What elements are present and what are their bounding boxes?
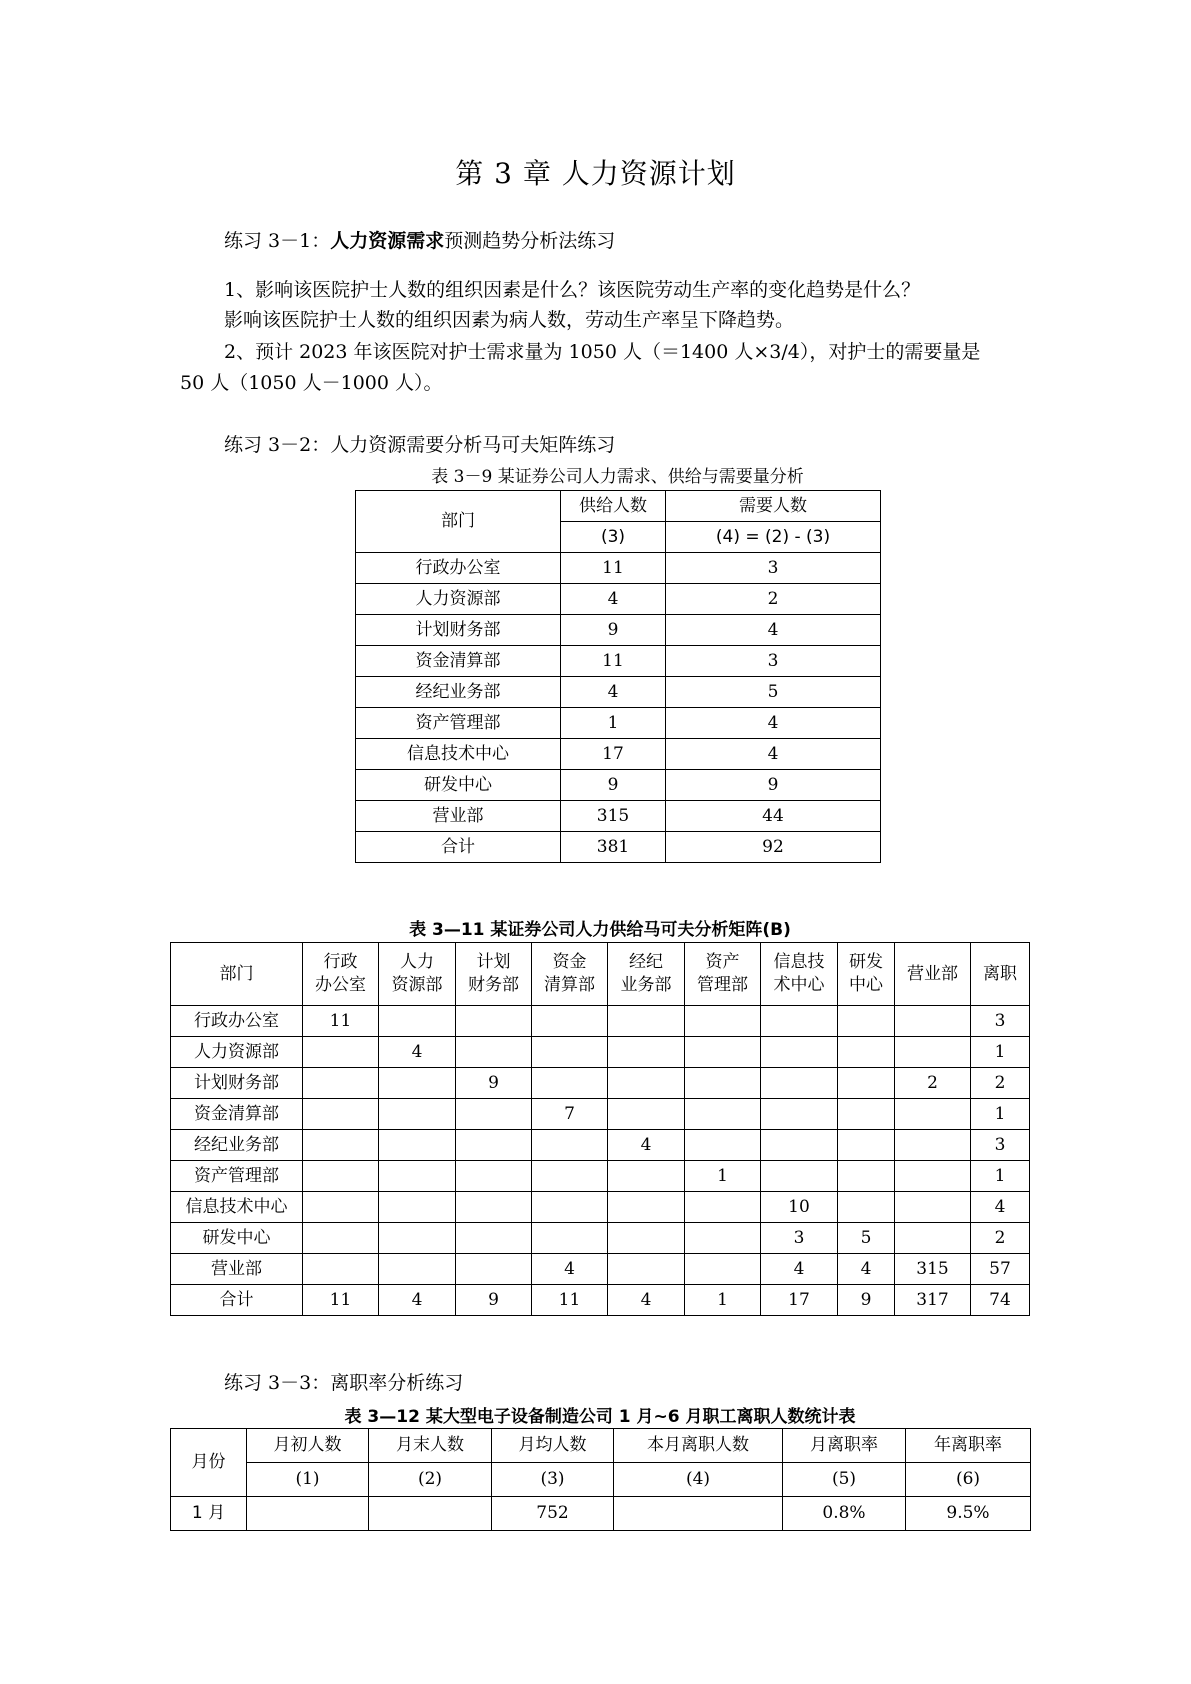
matrix-cell [895,1099,971,1130]
supply-cell: 4 [561,584,666,615]
matrix-cell [608,1161,685,1192]
need-cell: 9 [666,770,881,801]
header-cell: 月均人数 [492,1429,614,1463]
header-cell [379,943,456,1006]
header-line-2: 中心 [849,975,883,995]
table-row [171,1099,1030,1130]
matrix-cell [685,1130,761,1161]
table-row [356,832,881,863]
header-month: 月份 [171,1429,247,1497]
supply-cell: 381 [561,832,666,863]
matrix-cell [379,1254,456,1285]
header-cell [895,943,971,1006]
table-row [171,1254,1030,1285]
need-cell: 4 [666,615,881,646]
matrix-cell [761,1161,838,1192]
matrix-cell [838,1130,895,1161]
header-line-1: 资金 [552,952,587,973]
matrix-cell: 11 [303,1006,379,1037]
dept-cell: 信息技术中心 [171,1192,303,1223]
matrix-cell [895,1037,971,1068]
dept-cell: 资产管理部 [171,1161,303,1192]
matrix-cell: 9 [456,1068,532,1099]
matrix-cell: 1 [971,1037,1030,1068]
exercise-3-heading: 练习 3－3：离职率分析练习 [224,1372,464,1394]
table-row [171,1161,1030,1192]
header-supply: 供给人数 [561,491,666,522]
table-row [356,553,881,584]
matrix-cell [761,1099,838,1130]
supply-cell: 11 [561,646,666,677]
header-line-1: 离职 [983,963,1017,984]
dept-cell: 资金清算部 [171,1099,303,1130]
matrix-cell [838,1037,895,1068]
matrix-cell: 10 [761,1192,838,1223]
matrix-cell: 4 [971,1192,1030,1223]
table-row [356,677,881,708]
exercise-2-heading: 练习 3－2：人力资源需要分析马可夫矩阵练习 [224,434,616,456]
question-2-line-2: 50 人（1050 人－1000 人）。 [180,372,443,394]
matrix-cell: 74 [971,1285,1030,1316]
matrix-cell [303,1130,379,1161]
header-need-sub: (4) = (2) - (3) [666,522,881,553]
header-line-1: 人力 [400,952,434,973]
matrix-cell [303,1223,379,1254]
table-row [356,584,881,615]
matrix-cell [608,1068,685,1099]
dept-cell: 研发中心 [171,1223,303,1254]
header-cell: 年离职率 [906,1429,1031,1463]
table-row [171,1068,1030,1099]
matrix-cell: 4 [379,1285,456,1316]
matrix-cell [895,1130,971,1161]
dept-cell: 资产管理部 [356,708,561,739]
matrix-cell [532,1223,608,1254]
matrix-cell [685,1254,761,1285]
table-header-row [171,1429,1031,1463]
matrix-cell [456,1037,532,1068]
matrix-cell [532,1037,608,1068]
matrix-cell: 1 [685,1285,761,1316]
month-cell: 1 月 [171,1497,247,1531]
question-2-line-1: 2、预计 2023 年该医院对护士需求量为 1050 人（＝1400 人×3/4），对护士的需要量是 [224,341,981,363]
header-line-2: 资源部 [391,975,443,995]
table-row [356,708,881,739]
matrix-cell: 5 [838,1223,895,1254]
table-row [356,770,881,801]
header-line-1: 部门 [219,963,254,984]
header-cell [761,943,838,1006]
header-supply-sub: (3) [561,522,666,553]
header-cell [532,943,608,1006]
dept-cell: 营业部 [356,801,561,832]
matrix-cell [761,1037,838,1068]
header-cell [456,943,532,1006]
dept-cell: 合计 [171,1285,303,1316]
dept-cell: 研发中心 [356,770,561,801]
header-cell: 月末人数 [369,1429,492,1463]
subheader-cell: (3) [492,1463,614,1497]
dept-cell: 计划财务部 [356,615,561,646]
header-line-1: 营业部 [907,963,958,984]
header-cell: 本月离职人数 [614,1429,783,1463]
header-line-1: 行政 [323,952,358,973]
need-cell: 3 [666,646,881,677]
matrix-cell: 17 [761,1285,838,1316]
dept-cell: 经纪业务部 [171,1130,303,1161]
table-row [171,1285,1030,1316]
matrix-cell: 57 [971,1254,1030,1285]
matrix-cell: 1 [971,1099,1030,1130]
matrix-cell [456,1192,532,1223]
matrix-cell [761,1068,838,1099]
exercise-1-heading [224,226,615,253]
matrix-cell: 2 [971,1223,1030,1254]
value-cell: 752 [492,1497,614,1531]
matrix-cell: 11 [303,1285,379,1316]
header-dept: 部门 [356,491,561,553]
need-cell: 44 [666,801,881,832]
table-3-9 [355,490,881,863]
header-line-1: 信息技 [773,952,825,973]
supply-cell: 11 [561,553,666,584]
matrix-cell [303,1192,379,1223]
matrix-cell [685,1099,761,1130]
matrix-cell: 9 [456,1285,532,1316]
matrix-cell [608,1099,685,1130]
matrix-cell [532,1192,608,1223]
supply-cell: 315 [561,801,666,832]
matrix-cell: 4 [761,1254,838,1285]
matrix-cell [532,1068,608,1099]
matrix-cell: 4 [838,1254,895,1285]
table-3-9-caption: 表 3－9 某证券公司人力需求、供给与需要量分析 [431,467,804,487]
matrix-cell [685,1192,761,1223]
dept-cell: 人力资源部 [356,584,561,615]
supply-cell: 17 [561,739,666,770]
matrix-cell [379,1223,456,1254]
header-cell [608,943,685,1006]
matrix-cell [838,1006,895,1037]
matrix-cell [303,1099,379,1130]
matrix-cell [532,1161,608,1192]
header-line-1: 研发 [849,952,883,973]
matrix-cell [456,1130,532,1161]
subheader-cell: (5) [783,1463,906,1497]
header-line-1: 经纪 [629,952,663,973]
matrix-cell [379,1192,456,1223]
table-3-11-caption: 表 3—11 某证券公司人力供给马可夫分析矩阵(B) [409,920,791,940]
need-cell: 4 [666,708,881,739]
dept-cell: 资金清算部 [356,646,561,677]
matrix-cell: 4 [379,1037,456,1068]
matrix-cell: 7 [532,1099,608,1130]
dept-cell: 计划财务部 [171,1068,303,1099]
matrix-cell [303,1161,379,1192]
chapter-title: 第 3 章 人力资源计划 [455,157,736,190]
header-cell: 月离职率 [783,1429,906,1463]
header-cell [838,943,895,1006]
header-line-2: 业务部 [620,975,672,995]
dept-cell: 营业部 [171,1254,303,1285]
header-cell [685,943,761,1006]
matrix-cell [838,1099,895,1130]
matrix-cell [303,1037,379,1068]
table-3-11 [170,942,1030,1316]
table-3-12 [170,1428,1031,1531]
matrix-cell [379,1068,456,1099]
subheader-cell: (4) [614,1463,783,1497]
table-row [356,739,881,770]
table-row [356,801,881,832]
table-header-row [171,943,1030,1006]
matrix-cell [685,1223,761,1254]
matrix-cell: 3 [761,1223,838,1254]
table-subheader-row [171,1463,1031,1497]
header-cell: 月初人数 [247,1429,369,1463]
matrix-cell: 315 [895,1254,971,1285]
need-cell: 2 [666,584,881,615]
table-3-12-caption: 表 3—12 某大型电子设备制造公司 1 月~6 月职工离职人数统计表 [344,1407,856,1427]
value-cell [247,1497,369,1531]
table-row [356,615,881,646]
value-cell: 0.8% [783,1497,906,1531]
subheader-cell: (1) [247,1463,369,1497]
need-cell: 3 [666,553,881,584]
table-row [171,1037,1030,1068]
supply-cell: 4 [561,677,666,708]
subheader-cell: (6) [906,1463,1031,1497]
matrix-cell [379,1006,456,1037]
header-line-1: 资产 [705,952,740,973]
value-cell: 9.5% [906,1497,1031,1531]
matrix-cell [895,1006,971,1037]
matrix-cell: 2 [971,1068,1030,1099]
matrix-cell: 1 [685,1161,761,1192]
dept-cell: 经纪业务部 [356,677,561,708]
matrix-cell [685,1037,761,1068]
matrix-cell: 9 [838,1285,895,1316]
matrix-cell: 4 [608,1285,685,1316]
matrix-cell: 4 [608,1130,685,1161]
header-cell [171,943,303,1006]
exercise-1-prefix: 练习 3－1： [224,230,331,252]
matrix-cell [456,1099,532,1130]
matrix-cell [761,1130,838,1161]
value-cell [369,1497,492,1531]
matrix-cell [685,1006,761,1037]
header-cell [303,943,379,1006]
matrix-cell [838,1068,895,1099]
header-line-2: 管理部 [697,975,748,995]
supply-cell: 1 [561,708,666,739]
matrix-cell [456,1006,532,1037]
matrix-cell: 1 [971,1161,1030,1192]
matrix-cell: 317 [895,1285,971,1316]
table-row [171,1130,1030,1161]
matrix-cell: 11 [532,1285,608,1316]
matrix-cell [685,1068,761,1099]
dept-cell: 信息技术中心 [356,739,561,770]
table-row [171,1223,1030,1254]
matrix-cell [608,1037,685,1068]
matrix-cell [379,1099,456,1130]
matrix-cell [532,1006,608,1037]
value-cell [614,1497,783,1531]
table-row [356,491,881,522]
matrix-cell [456,1223,532,1254]
header-line-1: 计划 [476,952,511,973]
exercise-1-suffix: 预测趋势分析法练习 [444,230,616,252]
need-cell: 92 [666,832,881,863]
matrix-cell [895,1223,971,1254]
table-row [171,1497,1031,1531]
matrix-cell [895,1161,971,1192]
header-line-2: 财务部 [468,975,519,995]
header-line-2: 办公室 [315,975,366,995]
exercise-1-bold: 人力资源需求 [330,230,445,252]
matrix-cell [379,1161,456,1192]
header-need: 需要人数 [666,491,881,522]
table-row [356,646,881,677]
matrix-cell [456,1161,532,1192]
need-cell: 4 [666,739,881,770]
matrix-cell [838,1161,895,1192]
question-1: 1、影响该医院护士人数的组织因素是什么？该医院劳动生产率的变化趋势是什么？ [224,279,921,301]
table-row [171,1192,1030,1223]
matrix-cell: 2 [895,1068,971,1099]
need-cell: 5 [666,677,881,708]
header-line-2: 术中心 [773,975,825,995]
matrix-cell [895,1192,971,1223]
dept-cell: 人力资源部 [171,1037,303,1068]
matrix-cell [608,1254,685,1285]
matrix-cell [608,1006,685,1037]
matrix-cell [379,1130,456,1161]
matrix-cell [532,1130,608,1161]
header-cell [971,943,1030,1006]
subheader-cell: (2) [369,1463,492,1497]
matrix-cell [761,1006,838,1037]
matrix-cell [608,1223,685,1254]
supply-cell: 9 [561,770,666,801]
matrix-cell [838,1192,895,1223]
matrix-cell: 3 [971,1130,1030,1161]
matrix-cell [608,1192,685,1223]
dept-cell: 合计 [356,832,561,863]
header-line-2: 清算部 [544,975,595,995]
dept-cell: 行政办公室 [356,553,561,584]
matrix-cell: 3 [971,1006,1030,1037]
matrix-cell [456,1254,532,1285]
matrix-cell [303,1254,379,1285]
answer-1: 影响该医院护士人数的组织因素为病人数，劳动生产率呈下降趋势。 [224,309,795,331]
matrix-cell: 4 [532,1254,608,1285]
dept-cell: 行政办公室 [171,1006,303,1037]
matrix-cell [303,1068,379,1099]
supply-cell: 9 [561,615,666,646]
table-row [171,1006,1030,1037]
